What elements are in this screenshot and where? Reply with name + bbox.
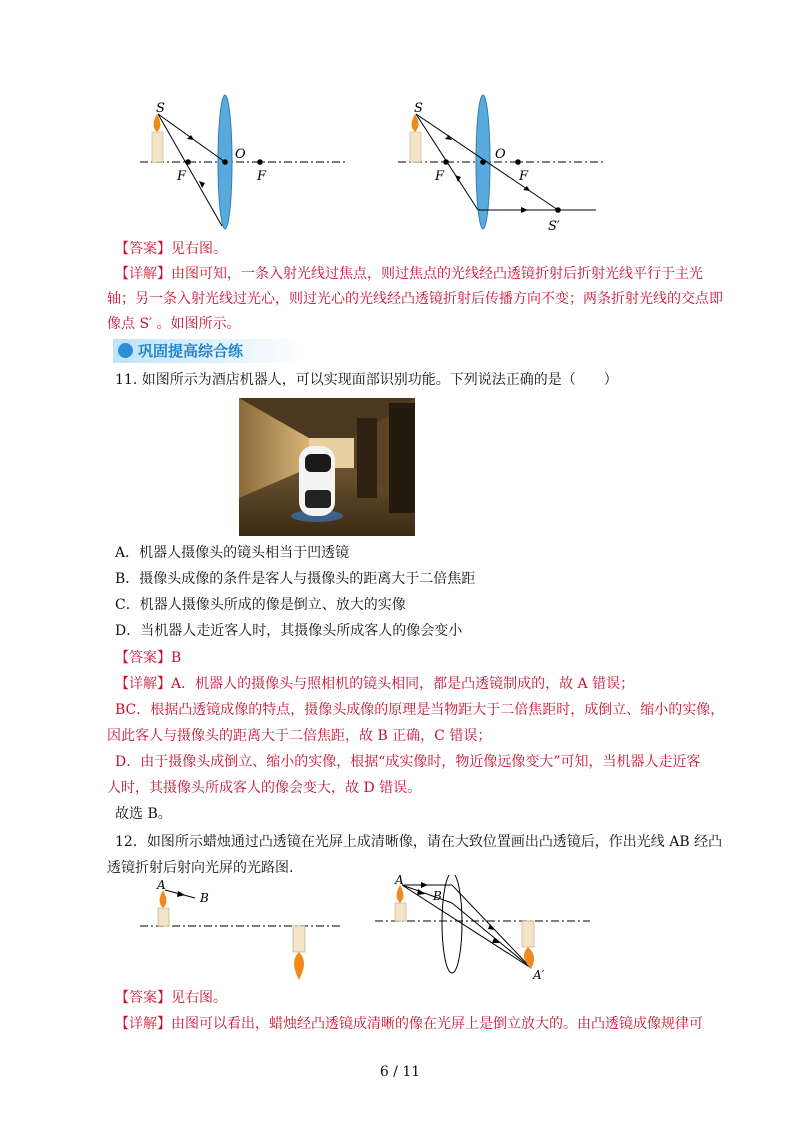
q12-figure-right <box>375 875 590 985</box>
label-A: A <box>395 875 404 887</box>
detail-line: 【详解】A．机器人的摄像头与照相机的镜头相同，都是凸透镜制成的，故 A 错误； <box>115 676 635 692</box>
focus-point <box>443 159 449 165</box>
question-stem: 11. 如图所示为酒店机器人，可以实现面部识别功能。下列说法正确的是（ ） <box>115 372 618 388</box>
detail-line: 【详解】由图可知，一条入射光线过焦点，则过焦点的光线经凸透镜折射后折射光线平行于主光 <box>115 266 703 282</box>
hotel-robot-photo <box>239 398 415 536</box>
candle <box>158 908 169 926</box>
option-B: B．摄像头成像的条件是客人与摄像头的距离大于二倍焦距 <box>115 571 476 587</box>
detail-tag: 【详解】 <box>115 1016 171 1032</box>
label-F: F <box>257 169 267 184</box>
detail-line: D．由于摄像头成倒立、缩小的实像，根据“成实像时，物近像远像变大”可知，当机器人走近客 <box>115 754 701 770</box>
label-F: F <box>519 169 529 184</box>
answer-line <box>115 239 227 259</box>
label-S: S <box>414 101 423 116</box>
lens-diagram-2 <box>398 92 603 240</box>
ray <box>402 885 531 968</box>
ray-through-focus <box>158 114 222 226</box>
optical-center <box>480 159 486 165</box>
image-flame <box>524 947 534 969</box>
arrow <box>417 889 425 895</box>
focus-point <box>185 159 191 165</box>
candle-flame <box>397 885 404 903</box>
detail-line: BC．根据凸透镜成像的特点，摄像头成像的原理是当物距大于二倍焦距时，成倒立、缩小的实像， <box>115 702 725 718</box>
arrow <box>421 882 428 888</box>
candle <box>152 132 163 162</box>
option-C: C．机器人摄像头所成的像是倒立、放大的实像 <box>115 597 406 613</box>
option-D: D．当机器人走近客人时，其摄像头所成客人的像会变小 <box>115 623 463 639</box>
label-B: B <box>433 889 442 903</box>
detail-tag: 【详解】 <box>115 266 171 282</box>
focus-point <box>257 159 263 165</box>
question-stem: 12．如图所示蜡烛通过凸透镜在光屏上成清晰像，请在大致位置画出凸透镜后，作出光线 AB 经凸 <box>115 834 723 850</box>
label-O: O <box>495 147 506 162</box>
answer-text: B <box>171 650 182 666</box>
detail-line: 人时，其摄像头所成客人的像会变大，故 D 错误。 <box>107 780 422 796</box>
label-A: A <box>157 880 166 892</box>
arrow <box>521 207 528 213</box>
question-stem: 透镜折射后射向光屏的光路图. <box>107 860 294 876</box>
focus-point <box>515 159 521 165</box>
q12-figure-left <box>140 880 340 985</box>
label-A-prime: A′ <box>533 968 545 982</box>
answer-line <box>115 988 227 1008</box>
page-number: 6 / 11 <box>379 1064 421 1080</box>
detail-line: 因此客人与摄像头的距离大于二倍焦距，故 B 正确，C 错误； <box>107 728 492 744</box>
answer-text: 见右图。 <box>171 990 227 1006</box>
candle <box>410 132 421 162</box>
label-F: F <box>435 169 445 184</box>
answer-tag: 【答案】 <box>115 241 171 257</box>
candle <box>395 903 406 921</box>
lens-diagram-1 <box>140 92 355 240</box>
answer-line <box>115 648 181 668</box>
candle-image <box>293 926 305 952</box>
section-title: 巩固提高综合练 <box>138 342 244 360</box>
answer-tag: 【答案】 <box>115 650 171 666</box>
label-B: B <box>200 891 209 905</box>
image-flame <box>294 952 304 980</box>
label-O: O <box>235 147 246 162</box>
arrow <box>488 924 495 930</box>
optical-center <box>222 159 228 165</box>
label-S-prime: S′ <box>548 219 560 234</box>
arrow <box>455 175 461 182</box>
candle-image <box>522 921 534 947</box>
option-A: A．机器人摄像头的镜头相当于凹透镜 <box>115 545 350 561</box>
label-S: S <box>156 101 165 116</box>
ray <box>452 903 531 968</box>
image-point <box>555 207 561 213</box>
section-bullet-icon <box>118 343 133 358</box>
arrow <box>177 891 185 897</box>
detail-tag: 【详解】 <box>115 676 171 692</box>
detail-line: 轴；另一条入射光线过光心，则过光心的光线经凸透镜折射后传播方向不变；两条折射光线的交点即 <box>107 291 723 307</box>
detail-line: 像点 S′ 。如图所示。 <box>107 316 241 332</box>
detail-line: 【详解】由图可以看出，蜡烛经凸透镜成清晰的像在光屏上是倒立放大的。由凸透镜成像规律可 <box>115 1016 703 1032</box>
answer-tag: 【答案】 <box>115 990 171 1006</box>
answer-text: 见右图。 <box>171 241 227 257</box>
candle-flame <box>160 890 167 908</box>
conclusion: 故选 B。 <box>115 806 172 822</box>
label-F: F <box>177 169 187 184</box>
convex-lens <box>442 875 462 973</box>
